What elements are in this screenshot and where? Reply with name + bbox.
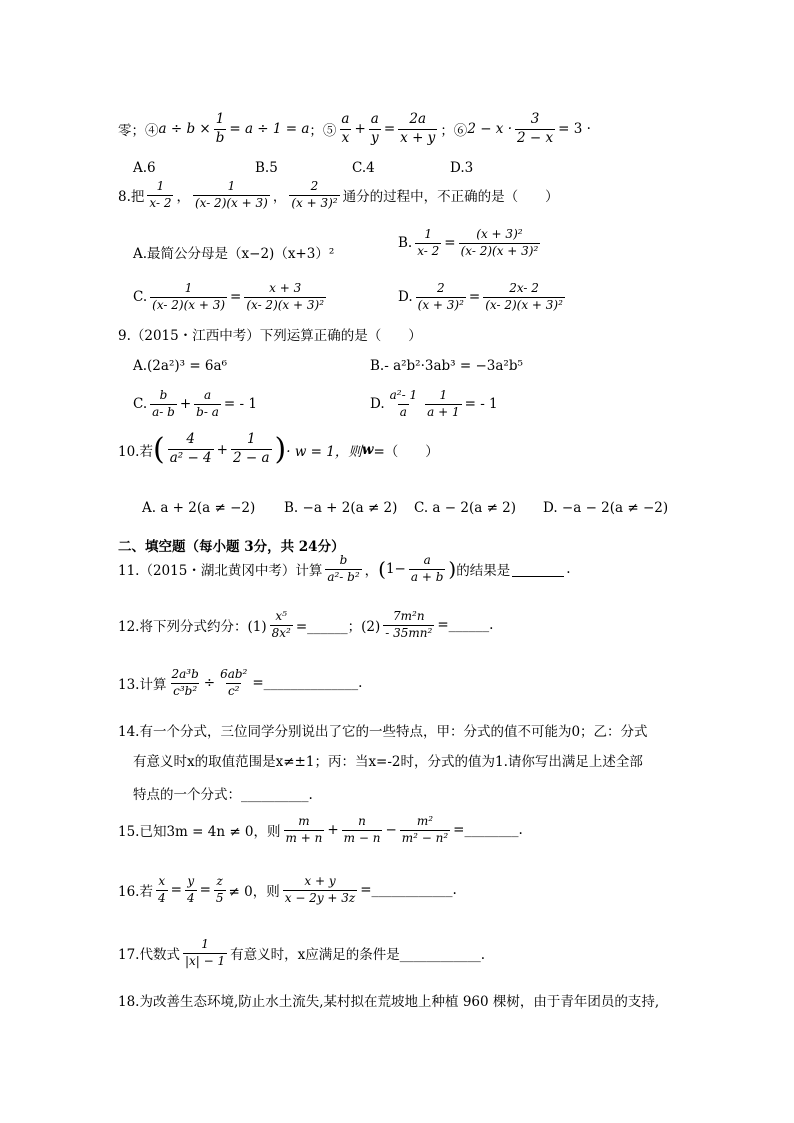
frac-num: x + 3 bbox=[269, 281, 302, 295]
plus-sign: + bbox=[216, 441, 228, 458]
q13-stem bbox=[118, 668, 362, 699]
frac-num: a bbox=[341, 111, 350, 127]
q9-c-f1 bbox=[150, 389, 177, 420]
frac-num: 2 bbox=[310, 179, 319, 193]
frac-den: (x- 2)(x + 3) bbox=[152, 297, 226, 312]
frac-num: a²- 1 bbox=[389, 388, 418, 402]
frac-den: a²- b² bbox=[327, 569, 360, 584]
q13-tail: =______________. bbox=[252, 675, 363, 692]
option-label: D. bbox=[398, 289, 413, 306]
comma: ， bbox=[272, 189, 287, 206]
q12-f2 bbox=[383, 610, 434, 641]
frac-den: 2 − a bbox=[232, 450, 270, 466]
q7-p4-frac bbox=[214, 112, 227, 146]
q15-f2 bbox=[342, 815, 383, 846]
q10-option-d: D. −a − 2(a ≠ −2) bbox=[543, 500, 669, 516]
q14-line1: 14.有一个分式，三位同学分别说出了它的一些特点，甲：分式的值不可能为0；乙：分式 bbox=[118, 724, 648, 740]
frac-den: 5 bbox=[215, 890, 224, 905]
frac-num: 2 bbox=[436, 281, 445, 295]
frac-den: (x + 3)² bbox=[291, 195, 338, 210]
frac-den: m² − n² bbox=[401, 830, 449, 845]
q10-tail: =（ ） bbox=[373, 443, 439, 460]
q10-f1 bbox=[168, 432, 214, 466]
frac-den: (x + 3)² bbox=[417, 297, 464, 312]
divide-sign: ÷ bbox=[203, 675, 216, 692]
frac-den: a + b bbox=[410, 569, 444, 584]
period: . bbox=[566, 561, 571, 578]
comma: ， bbox=[176, 189, 190, 206]
q10-number: 10.若 bbox=[118, 443, 153, 460]
q17-stem bbox=[118, 938, 485, 969]
frac-num: 1 bbox=[184, 281, 193, 295]
frac-den: b- a bbox=[196, 404, 219, 419]
plus-sign: + bbox=[327, 822, 339, 839]
frac-den: 4 bbox=[186, 890, 195, 905]
frac-num: b bbox=[339, 553, 348, 567]
q8-d-right bbox=[483, 282, 565, 313]
frac-num: 1 bbox=[156, 179, 165, 193]
q7-line bbox=[118, 112, 591, 146]
frac-num: m bbox=[298, 814, 310, 828]
left-paren: ( bbox=[378, 557, 386, 582]
frac-den: c³b² bbox=[173, 683, 198, 698]
q13-text: 13.计算 bbox=[118, 677, 167, 694]
q7-p6-rest: = 3 · bbox=[558, 121, 591, 138]
frac-num: a bbox=[370, 111, 379, 127]
q9-d-f2 bbox=[425, 389, 461, 420]
q18-stem: 18.为改善生态环境,防止水土流失,某村拟在荒坡地上种植 960 棵树，由于青年团员的支持, bbox=[118, 994, 660, 1010]
q12-f1 bbox=[270, 610, 293, 641]
q11-stem bbox=[118, 554, 571, 585]
option-label: B. bbox=[398, 235, 413, 252]
frac-num: 2a bbox=[409, 111, 427, 127]
q8-b-right bbox=[459, 228, 541, 259]
q7-p5-f3 bbox=[398, 112, 437, 146]
frac-den: y bbox=[371, 129, 379, 146]
q16-f3 bbox=[214, 875, 226, 906]
q10-mid: · w = 1，则 bbox=[286, 443, 362, 460]
frac-num: (x + 3)² bbox=[476, 227, 523, 241]
q7-p6-frac bbox=[515, 112, 555, 146]
q17-text: 17.代数式 bbox=[118, 947, 180, 964]
frac-den: x bbox=[341, 129, 350, 146]
frac-num: x + y bbox=[304, 874, 336, 888]
q8-f1 bbox=[147, 180, 173, 211]
q9-option-c bbox=[133, 389, 257, 420]
q15-stem bbox=[118, 815, 523, 846]
frac-num: 1 bbox=[246, 431, 256, 448]
frac-num: n bbox=[358, 814, 366, 828]
frac-den: m − n bbox=[343, 830, 381, 845]
q17-tail: 有意义时，x应满足的条件是____________. bbox=[230, 947, 486, 964]
option-label: C. bbox=[133, 289, 148, 306]
q11-text: 11.（2015・湖北黄冈中考）计算 bbox=[118, 563, 323, 580]
frac-num: 4 bbox=[186, 431, 195, 448]
q16-f4 bbox=[283, 875, 358, 906]
q10-option-c: C. a − 2(a ≠ 2) bbox=[414, 500, 517, 516]
frac-den: x + y bbox=[400, 129, 436, 146]
q8-c-left bbox=[150, 282, 227, 313]
frac-num: z bbox=[216, 874, 223, 888]
frac-den: x- 2 bbox=[149, 195, 172, 210]
q7-p4-expr: a ÷ b × bbox=[158, 121, 211, 138]
q11-mid: ， bbox=[364, 563, 379, 580]
q14-line3: 特点的一个分式：__________. bbox=[133, 787, 313, 803]
q15-f1 bbox=[284, 815, 325, 846]
equals-sign: = bbox=[230, 289, 242, 306]
q7-option-a: A.6 bbox=[133, 160, 156, 176]
frac-den: (x- 2)(x + 3) bbox=[194, 195, 268, 210]
frac-num: x⁵ bbox=[275, 609, 287, 623]
q16-f2 bbox=[185, 875, 197, 906]
left-paren: ( bbox=[152, 432, 165, 467]
q8-f2 bbox=[193, 180, 270, 211]
option-label: C. bbox=[133, 396, 148, 413]
equals-sign: = bbox=[383, 121, 396, 138]
q9-option-a: A.(2a²)³ = 6a⁶ bbox=[133, 358, 227, 374]
equals-sign: = bbox=[199, 882, 211, 899]
frac-den: (x- 2)(x + 3)² bbox=[485, 297, 563, 312]
q15-text: 15.已知3m = 4n ≠ 0，则 bbox=[118, 824, 281, 841]
q10-var: w bbox=[361, 441, 374, 458]
q10-option-b: B. −a + 2(a ≠ 2) bbox=[284, 500, 398, 516]
frac-den: a- b bbox=[152, 404, 175, 419]
q13-f1 bbox=[169, 668, 200, 699]
frac-den: 4 bbox=[157, 890, 166, 905]
frac-den: x- 2 bbox=[417, 243, 440, 258]
frac-num: a bbox=[203, 388, 212, 402]
q10-option-a: A. a + 2(a ≠ −2) bbox=[142, 500, 256, 516]
q15-f3 bbox=[400, 815, 450, 846]
q7-option-d: D.3 bbox=[450, 160, 474, 176]
q8-d-left bbox=[416, 282, 466, 313]
frac-den: x − 2y + 3z bbox=[284, 890, 356, 905]
q16-f1 bbox=[156, 875, 168, 906]
q7-option-c: C.4 bbox=[352, 160, 375, 176]
q8-stem bbox=[118, 180, 559, 211]
q9-option-d bbox=[370, 389, 498, 420]
q7-sep1: ；⑤ bbox=[309, 123, 337, 140]
q12-tail: =______. bbox=[437, 617, 494, 634]
q16-text: 16.若 bbox=[118, 884, 153, 901]
section-heading: 二、填空题（每小题 3分，共 24分） bbox=[118, 539, 345, 555]
frac-num: a bbox=[423, 553, 431, 567]
q9-d-rest: = - 1 bbox=[464, 396, 498, 413]
q8-option-a: A.最简公分母是（x−2)（x+3）² bbox=[133, 246, 335, 262]
minus-sign: − bbox=[385, 822, 397, 839]
q8-option-d bbox=[398, 282, 568, 313]
q16-stem bbox=[118, 875, 457, 906]
equals-sign: = bbox=[468, 289, 481, 306]
q11-f2 bbox=[409, 554, 446, 585]
q11-tail: 的结果是 bbox=[456, 563, 511, 580]
frac-num: 1 bbox=[201, 937, 209, 951]
q12-stem bbox=[118, 610, 493, 641]
frac-den: - 35mn² bbox=[385, 625, 433, 640]
q9-option-b: B.- a²b²·3ab³ = −3a²b⁵ bbox=[370, 358, 523, 374]
frac-num: 1 bbox=[424, 227, 433, 241]
frac-num: 2a³b bbox=[171, 667, 199, 681]
answer-blank[interactable] bbox=[512, 562, 564, 577]
frac-den: a bbox=[399, 404, 407, 419]
plus-sign: + bbox=[179, 396, 192, 413]
frac-num: 1 bbox=[227, 179, 236, 193]
frac-num: 2x- 2 bbox=[509, 281, 539, 295]
right-paren: ) bbox=[448, 557, 457, 582]
frac-num: b bbox=[159, 388, 168, 402]
q9-c-f2 bbox=[194, 389, 221, 420]
q7-sep2: ；⑥ bbox=[440, 123, 468, 140]
plus-sign: + bbox=[354, 121, 366, 138]
q9-c-rest: = - 1 bbox=[223, 396, 257, 413]
q7-option-b: B.5 bbox=[255, 160, 278, 176]
frac-den: a + 1 bbox=[427, 404, 460, 419]
frac-den: |x| − 1 bbox=[184, 953, 226, 968]
q8-b-left bbox=[415, 228, 441, 259]
q8-f3 bbox=[289, 180, 339, 211]
q12-mid: =______；(2) bbox=[295, 619, 381, 636]
q8-option-c bbox=[133, 282, 329, 313]
frac-num: 3 bbox=[530, 111, 540, 127]
q8-number: 8.把 bbox=[118, 189, 145, 206]
q9-d-f1 bbox=[388, 389, 419, 420]
q7-p6-expr: 2 − x · bbox=[467, 121, 512, 138]
q16-mid: ≠ 0，则 bbox=[228, 884, 280, 901]
q7-lead: 零；④ bbox=[118, 123, 159, 140]
option-label: D. bbox=[370, 396, 385, 413]
frac-num: 1 bbox=[439, 388, 448, 402]
frac-num: 6ab² bbox=[220, 667, 248, 681]
frac-den: 8x² bbox=[271, 625, 291, 640]
frac-num: m² bbox=[416, 814, 434, 828]
q8-tail: 通分的过程中，不正确的是（ ） bbox=[342, 189, 559, 206]
frac-num: 1 bbox=[215, 111, 225, 127]
q12-text: 12.将下列分式约分：(1) bbox=[118, 619, 267, 636]
frac-den: a² − 4 bbox=[169, 450, 212, 466]
frac-den: (x- 2)(x + 3)² bbox=[460, 243, 539, 258]
frac-den: m + n bbox=[285, 830, 323, 845]
q11-f1 bbox=[325, 554, 361, 585]
q7-p5-f2 bbox=[369, 112, 381, 146]
equals-sign: = bbox=[170, 882, 182, 899]
q17-f1 bbox=[183, 938, 227, 969]
minus-sign: 1− bbox=[385, 561, 406, 578]
q10-f2 bbox=[231, 432, 272, 466]
frac-den: (x- 2)(x + 3)² bbox=[246, 297, 325, 312]
q7-p5-f1 bbox=[339, 112, 351, 146]
q7-p4-rest: = a ÷ 1 = a bbox=[229, 121, 310, 138]
q14-line2: 有意义时x的取值范围是x≠±1；丙：当x=-2时，分式的值为1.请你写出满足上述全部 bbox=[133, 754, 643, 770]
q8-option-b bbox=[398, 228, 543, 259]
q13-f2 bbox=[218, 668, 249, 699]
right-paren: ) bbox=[274, 432, 287, 467]
q16-tail: =____________. bbox=[360, 882, 457, 899]
frac-den: c² bbox=[227, 683, 240, 698]
equals-sign: = bbox=[444, 235, 456, 252]
frac-num: x bbox=[158, 874, 166, 888]
q10-stem bbox=[118, 432, 439, 467]
frac-num: y bbox=[187, 874, 195, 888]
q9-stem: 9.（2015・江西中考）下列运算正确的是（ ） bbox=[118, 328, 422, 344]
q8-c-right bbox=[244, 282, 326, 313]
frac-den: 2 − x bbox=[517, 129, 554, 146]
frac-num: 7m²n bbox=[393, 609, 425, 623]
frac-den: b bbox=[215, 129, 225, 146]
q15-tail: =________. bbox=[453, 822, 523, 839]
